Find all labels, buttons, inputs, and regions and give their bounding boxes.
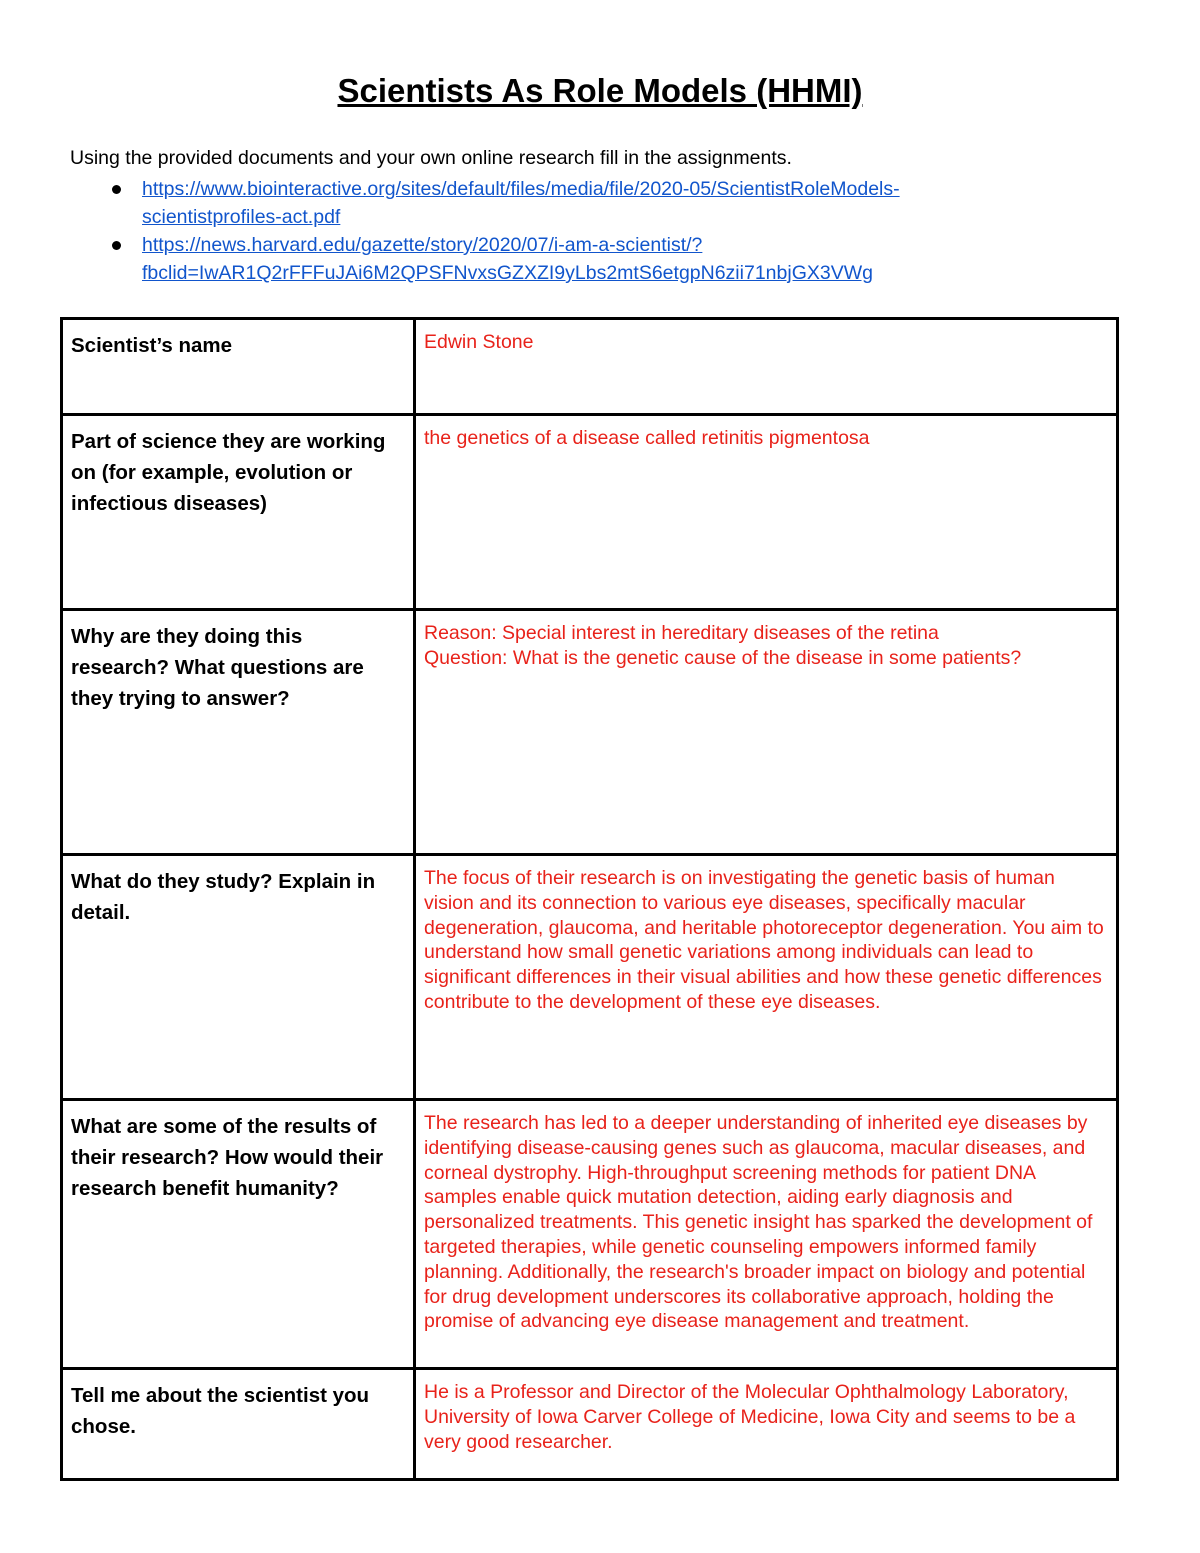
answer-cell[interactable]: He is a Professor and Director of the Molecular Ophthalmology Laboratory, University of Iowa Carver College of Medicine, Iowa City and seems to be a very good researcher. xyxy=(415,1369,1118,1480)
table-row xyxy=(62,319,1118,415)
question-cell: Scientist’s name xyxy=(62,319,415,415)
answer-question: Question: What is the genetic cause of the disease in some patients? xyxy=(424,646,1022,669)
table-row xyxy=(62,855,1118,1100)
answer-cell[interactable] xyxy=(415,610,1118,855)
answer-cell[interactable]: The research has led to a deeper understanding of inherited eye diseases by identifying disease-causing genes such as glaucoma, macular diseases, and corneal dystrophy. High-throughput screening methods for patient DNA samples enable quick mutation detection, aiding early diagnosis and personalized treatments. This genetic insight has sparked the development of targeted therapies, while genetic counseling empowers informed family planning. Additionally, the research's broader impact on biology and potential for drug development underscores its collaborative approach, holding the promise of advancing eye disease management and treatment. xyxy=(415,1100,1118,1369)
answer-reason: Reason: Special interest in hereditary diseases of the retina xyxy=(424,622,939,644)
bullet-icon xyxy=(112,241,121,250)
bullet-icon xyxy=(112,185,121,194)
link-line: https://news.harvard.edu/gazette/story/2020/07/i-am-a-scientist/? xyxy=(142,234,703,256)
table-row xyxy=(62,1369,1118,1480)
list-item xyxy=(70,175,1070,231)
biointeractive-link[interactable] xyxy=(142,175,1070,231)
question-cell: Tell me about the scientist you chose. xyxy=(62,1369,415,1480)
answer-cell[interactable]: Edwin Stone xyxy=(415,319,1118,415)
link-line: https://www.biointeractive.org/sites/default/files/media/file/2020-05/ScientistRoleModels- xyxy=(142,178,900,200)
answer-cell[interactable]: the genetics of a disease called retinitis pigmentosa xyxy=(415,415,1118,610)
instructions-text: Using the provided documents and your own online research fill in the assignments. xyxy=(70,147,792,169)
table-row xyxy=(62,1100,1118,1369)
table-row xyxy=(62,610,1118,855)
question-cell: Part of science they are working on (for example, evolution or infectious diseases) xyxy=(62,415,415,610)
question-cell: Why are they doing this research? What questions are they trying to answer? xyxy=(62,610,415,855)
resource-links-list xyxy=(70,175,1070,287)
list-item xyxy=(70,231,1070,287)
link-line: fbclid=IwAR1Q2rFFFuJAi6M2QPSFNvxsGZXZI9yLbs2mtS6etgpN6zii71nbjGX3VWg xyxy=(142,262,873,284)
table-row xyxy=(62,415,1118,610)
page-title: Scientists As Role Models (HHMI) xyxy=(337,72,863,109)
link-line: scientistprofiles-act.pdf xyxy=(142,206,341,228)
scientist-profile-table xyxy=(60,317,1119,1481)
question-cell: What do they study? Explain in detail. xyxy=(62,855,415,1100)
answer-cell[interactable]: The focus of their research is on investigating the genetic basis of human vision and its connection to various eye diseases, specifically macular degeneration, glaucoma, and heritable photoreceptor degeneration. You aim to understand how small genetic variations among individuals can lead to significant differences in their visual abilities and how these genetic differences contribute to the development of these eye diseases. xyxy=(415,855,1118,1100)
harvard-gazette-link[interactable] xyxy=(142,231,1070,287)
question-cell: What are some of the results of their research? How would their research benefit humanity? xyxy=(62,1100,415,1369)
